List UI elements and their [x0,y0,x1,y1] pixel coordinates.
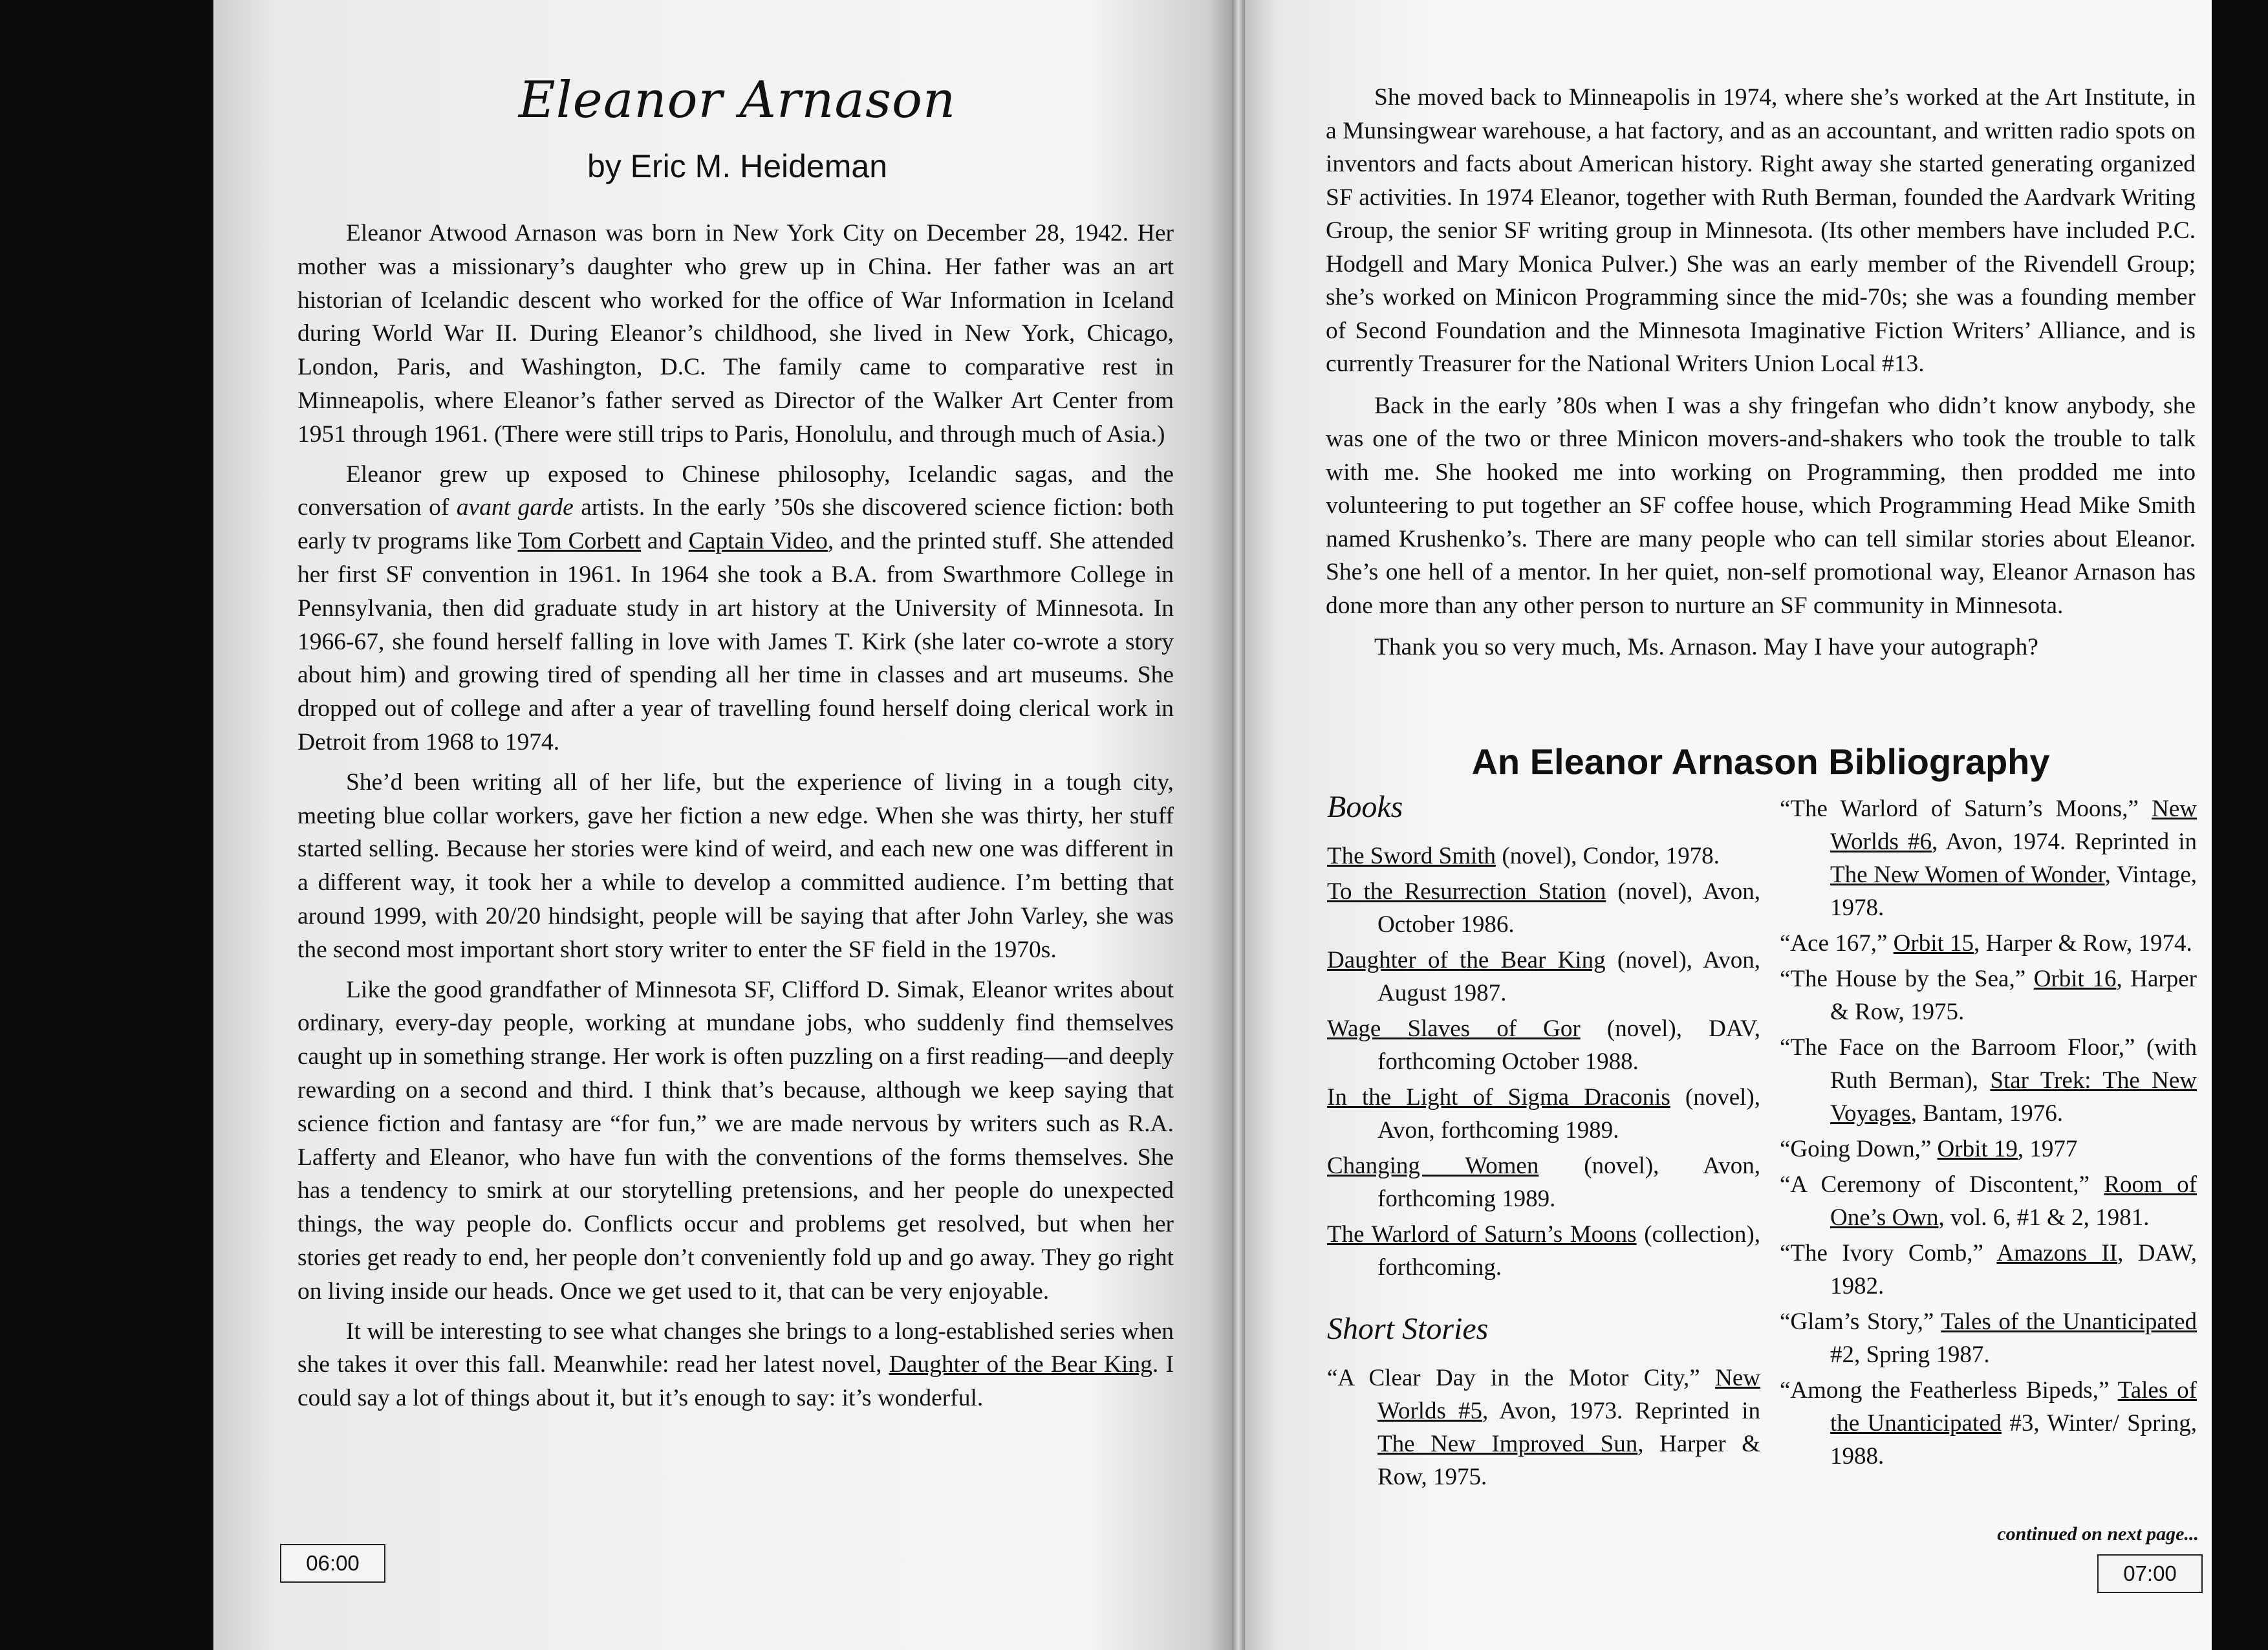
story-details: , 1977 [2017,1136,2078,1162]
short-stories-heading: Short Stories [1327,1312,1489,1346]
story-entry [1780,1031,2197,1130]
story-details: , Bantam, 1976. [1910,1100,2064,1127]
story-title: “Glam’s Story,” [1780,1308,1941,1335]
book-title: In the Light of Sigma Draconis [1327,1084,1670,1111]
story-entry [1780,1168,2197,1234]
text-run: artists. In the early ’50s she discovered science fiction: both early tv programs like [297,494,1174,555]
page-number-left: 06:00 [280,1544,385,1583]
story-details: #2, Spring 1987. [1830,1341,1990,1368]
book-entry [1327,1149,1760,1215]
text-run: and [641,528,689,555]
publication-title: New Worlds #5 [1377,1365,1760,1424]
article-byline: by Eric M. Heideman [587,148,888,184]
text-run: , and the printed stuff. She attended her first SF convention in 1961. In 1964 she took a B.A. from Swarthmore College in Pennsylvania, then did graduate study in art history at the University of Minnesota. In 1966-67, she found herself falling in love with James T. Kirk (she later co-wrote a story about him) and growing tired of spending all her time in classes and art museums. She dropped out of college and after a year of travelling found herself doing clerical work in Detroit from 1968 to 1974. [297,528,1174,755]
story-details: , Harper & Row, 1975. [1830,966,2197,1025]
publication-title: Amazons II [1996,1240,2118,1266]
story-title: “Ace 167,” [1780,930,1894,957]
book-title: To the Resurrection Station [1327,878,1606,905]
story-entry [1780,1237,2197,1303]
publication-title: Orbit 19 [1937,1136,2018,1162]
book-title: Daughter of the Bear King [1327,947,1606,973]
article-body-right [1326,81,2196,673]
story-entry [1780,1374,2197,1473]
book-title: Changing Women [1327,1153,1539,1179]
book-details: (novel), Avon, forthcoming 1989. [1377,1084,1760,1144]
title-daughter-of-the-bear-king: Daughter of the Bear King [889,1351,1152,1378]
book-title: Wage Slaves of Gor [1327,1015,1581,1042]
story-title: “The Ivory Comb,” [1780,1240,1997,1266]
paragraph-8: Thank you so very much, Ms. Arnason. May I have your autograph? [1374,634,2038,660]
books-list [1327,840,1760,1284]
book-title: The Warlord of Saturn’s Moons [1327,1221,1637,1248]
story-details: , DAW, 1982. [1830,1240,2197,1299]
title-captain-video: Captain Video [688,528,828,555]
article-title: Eleanor Arnason [518,71,956,129]
story-entry [1780,927,2197,960]
text-run-italic: avant garde [456,494,574,521]
paragraph-7: Back in the early ’80s when I was a shy fringefan who didn’t know anybody, she was one of the two or three Minicon movers-and-shakers who took the trouble to talk with me. She hooked me into working on Programming, then prodded me into volunteering to put together an SF coffee house, which Programming Head Mike Smith named Krushenko’s. There are many people who can tell similar stories about Eleanor. She’s one hell of a mentor. In her quiet, non-self promotional way, Eleanor Arnason has done more than any other person to nurture an SF community in Minnesota. [1326,392,2196,619]
paragraph-3: She’d been writing all of her life, but the experience of living in a tough city, meeting blue collar workers, gave her fiction a new edge. When she was thirty, her stuff started selling. Because her stories were kind of weird, and each new one was different in a different way, it took her a while to develop a committed audience. I’m betting that around 1999, with 20/20 hindsight, people will be saying that after John Varley, she was the second most important short story writer to enter the SF field in the 1970s. [297,768,1174,963]
story-details: , Avon, 1974. Reprinted in [1932,829,2197,855]
bibliography-column-left [1327,788,1760,1496]
book-entry [1327,1081,1760,1147]
article-body-left [297,217,1174,1422]
book-details: (novel), Condor, 1978. [1496,843,1720,869]
story-title: “A Ceremony of Discontent,” [1780,1171,2104,1198]
publication-title: Orbit 16 [2033,966,2117,992]
paragraph-2 [297,458,1174,759]
publication-title: The New Women of Wonder [1830,862,2105,888]
publication-title: The New Improved Sun [1377,1431,1638,1457]
story-title: “Going Down,” [1780,1136,1938,1162]
story-details: #3, Winter/ Spring, 1988. [1830,1410,2197,1470]
text-run: Eleanor grew up exposed to Chinese philosophy, Icelandic sagas, and the conversation of [297,461,1174,521]
book-entry [1327,840,1760,873]
book-entry [1327,1218,1760,1284]
publication-title: Room of One’s Own [1830,1171,2197,1231]
publication-title: Tales of the Unanticipated [1941,1308,2197,1335]
book-entry [1327,944,1760,1010]
publication-title: Tales of the Unanticipated [1830,1377,2197,1437]
story-details: , Avon, 1973. Reprinted in [1482,1398,1760,1424]
book-details: (novel), DAV, forthcoming October 1988. [1377,1015,1760,1075]
story-entry [1780,962,2197,1028]
story-entry [1327,1362,1760,1493]
story-entry [1780,792,2197,924]
text-run: It will be interesting to see what changes she brings to a long-established series when she takes it over this fall. Meanwhile: read her latest novel, [297,1318,1174,1378]
books-heading: Books [1327,790,1403,824]
paragraph-5 [297,1315,1174,1415]
story-title: “The Warlord of Saturn’s Moons,” [1780,796,2152,822]
story-title: “The House by the Sea,” [1780,966,2034,992]
book-details: (novel), Avon, August 1987. [1377,947,1760,1006]
book-details: (novel), Avon, forthcoming 1989. [1377,1153,1761,1212]
text-run: . I could say a lot of things about it, but it’s enough to say: it’s wonderful. [297,1351,1174,1412]
story-entry [1780,1133,2197,1166]
story-entry [1780,1305,2197,1371]
story-details: , Vintage, 1978. [1830,862,2197,921]
story-title: “Among the Featherless Bipeds,” [1780,1377,2118,1404]
story-title: “A Clear Day in the Motor City,” [1327,1365,1716,1391]
book-details: (collection), forthcoming. [1377,1221,1761,1281]
continued-note: continued on next page... [1997,1523,2199,1545]
book-spine [1232,0,1245,1650]
book-entry [1327,1012,1760,1078]
paragraph-6: She moved back to Minneapolis in 1974, where she’s worked at the Art Institute, in a Munsingwear warehouse, a hat factory, and as an accountant, and written radio spots on inventors and facts about American history. Right away she started generating organized SF activities. In 1974 Eleanor, together with Ruth Berman, founded the Aardvark Writing Group, the senior SF writing group in Minnesota. (Its other members have included P.C. Hodgell and Mary Monica Pulver.) She was an early member of the Rivendell Group; she’s worked on Minicon Programming since the mid-70s; she was a founding member of Second Foundation and the Minnesota Imaginative Fiction Writers’ Alliance, and is currently Treasurer for the National Writers Union Local #13. [1326,84,2196,377]
story-title: “The Face on the Barroom Floor,” (with Ruth Berman), [1780,1034,2197,1094]
story-details: , Harper & Row, 1975. [1377,1431,1760,1490]
book-title: The Sword Smith [1327,843,1496,869]
title-tom-corbett: Tom Corbett [517,528,642,555]
publication-title: Star Trek: The New Voyages [1830,1067,2197,1127]
bibliography-column-right [1780,792,2197,1475]
book-details: (novel), Avon, October 1986. [1377,878,1760,938]
bibliography-heading: An Eleanor Arnason Bibliography [1471,741,2050,782]
paragraph-4: Like the good grandfather of Minnesota SF, Clifford D. Simak, Eleanor writes about ordinary, every-day people, working at mundane jobs, who suddenly find themselves caught up in something strange. Her work is often puzzling on a first reading—and deeply rewarding on a second and third. I think that’s because, although we keep saying that science fiction and fantasy are “for fun,” we are made nervous by writers such as R.A. Lafferty and Eleanor, who have fun with the conventions of the forms themselves. She has a tendency to smirk at our storytelling pretensions, and her people do unexpected things, the way people do. Conflicts occur and problems get resolved, but when her stories get ready to end, her people don’t conveniently fold up and go away. They go right on living inside our heads. Once we get used to it, that can be very enjoyable. [297,976,1174,1305]
paragraph-1: Eleanor Atwood Arnason was born in New York City on December 28, 1942. Her mother was a missionary’s daughter who grew up in China. Her father was an art historian of Icelandic descent who worked for the office of War Information in Iceland during World War II. During Eleanor’s childhood, she lived in New York, Chicago, London, Paris, and Washington, D.C. The family came to comparative rest in Minneapolis, where Eleanor’s father served as Director of the Walker Art Center from 1951 through 1961. (There were still trips to Paris, Honolulu, and through much of Asia.) [297,220,1174,448]
page-number-right: 07:00 [2097,1554,2203,1593]
publication-title: New Worlds #6 [1830,796,2197,855]
story-details: , vol. 6, #1 & 2, 1981. [1938,1204,2150,1231]
publication-title: Orbit 15 [1893,930,1974,957]
book-entry [1327,875,1760,941]
story-details: , Harper & Row, 1974. [1974,930,2192,957]
